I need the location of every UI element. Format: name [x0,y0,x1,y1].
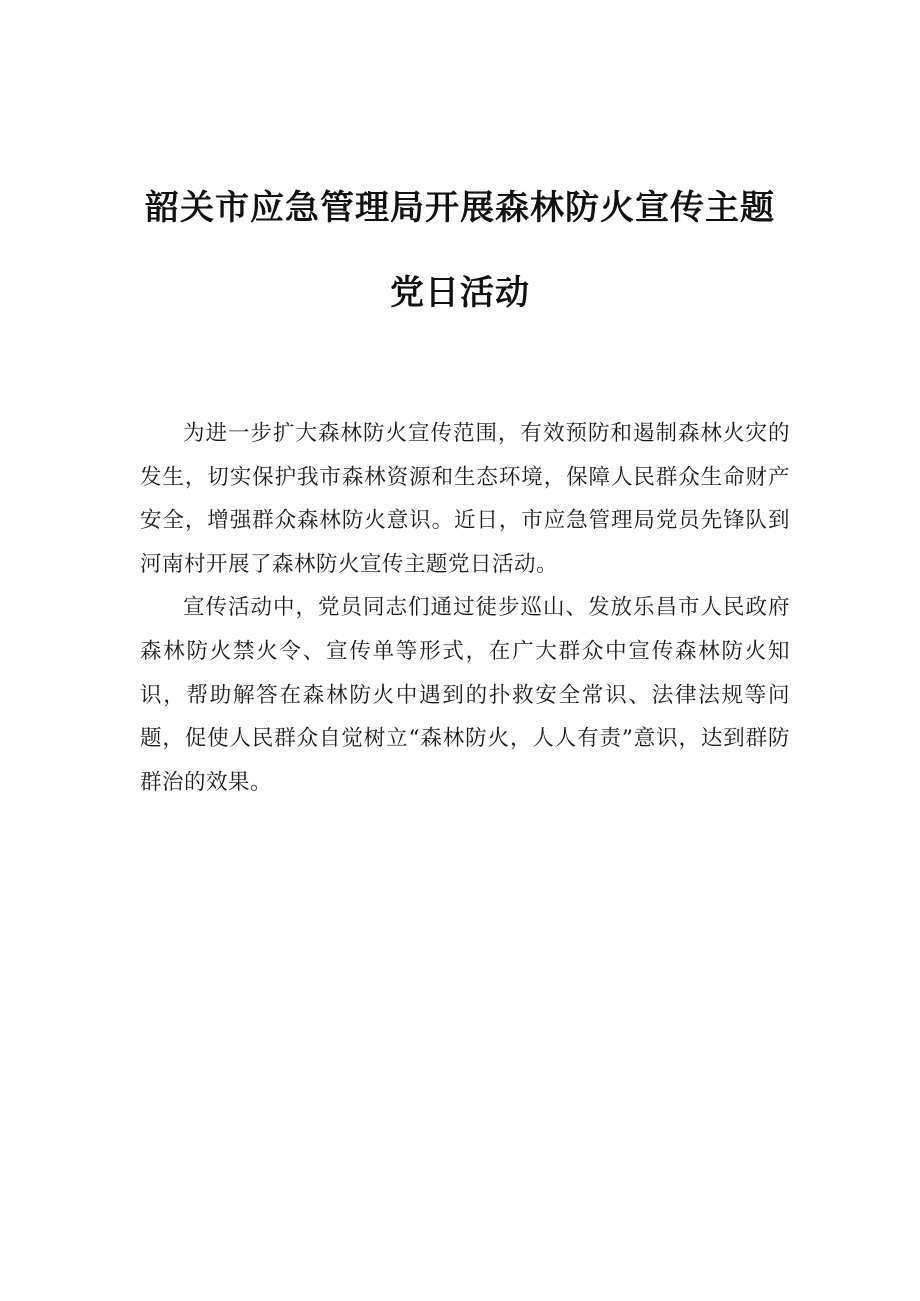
title-line-1: 韶关市应急管理局开展森林防火宣传主题 [145,188,775,228]
paragraph-2: 宣传活动中，党员同志们通过徒步巡山、发放乐昌市人民政府森林防火禁火令、宣传单等形式，在广大群众中宣传森林防火知识，帮助解答在森林防火中遇到的扑救安全常识、法律法规等问题，促使人民群众自觉树立“森林防火，人人有责”意识，达到群防群治的效果。 [140,595,790,795]
paragraph-1: 为进一步扩大森林防火宣传范围，有效预防和遏制森林火灾的发生，切实保护我市森林资源和生态环境，保障人民群众生命财产安全，增强群众森林防火意识。近日，市应急管理局党员先锋队到河南村开展了森林防火宣传主题党日活动。 [140,421,790,577]
document-title [0,188,920,313]
title-line-2: 党日活动 [390,273,530,313]
document-body [140,412,790,804]
